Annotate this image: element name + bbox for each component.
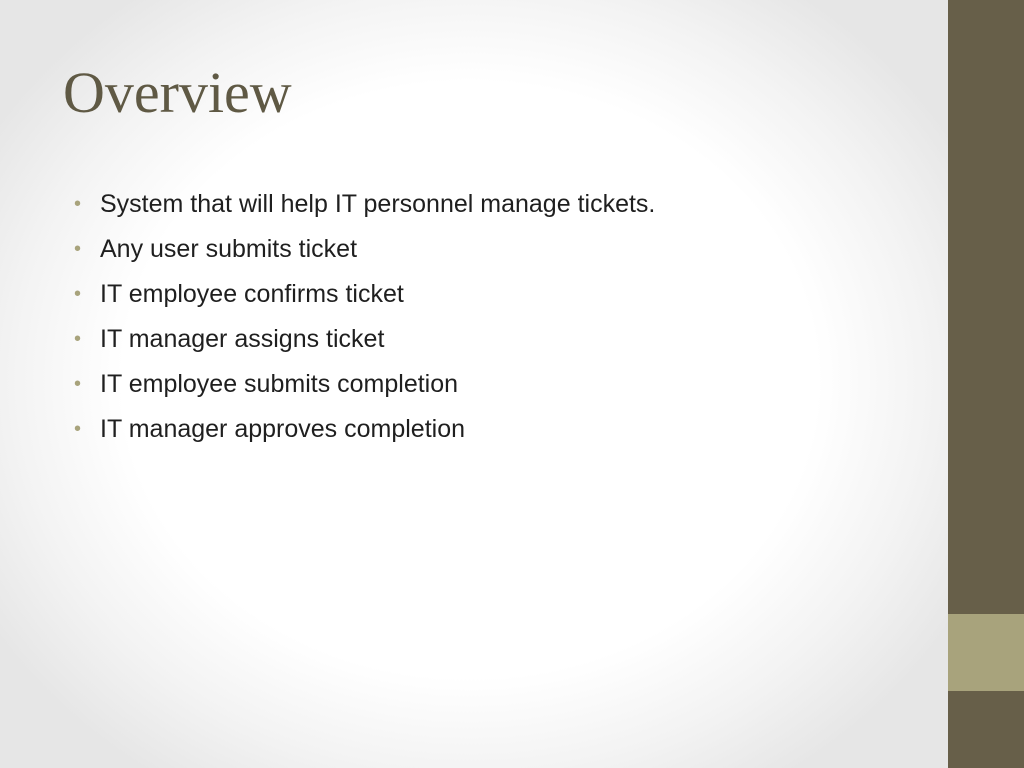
bullet-text: IT manager approves completion <box>100 415 466 443</box>
bullet-dot-icon: • <box>74 418 82 440</box>
bullet-list <box>74 182 934 452</box>
decorative-side-bar-accent <box>948 614 1024 691</box>
bullet-dot-icon: • <box>74 373 82 395</box>
bullet-dot-icon: • <box>74 238 82 260</box>
bullet-item <box>74 407 934 452</box>
bullet-item <box>74 227 934 272</box>
bullet-text: IT employee submits completion <box>100 370 459 398</box>
bullet-text: IT employee confirms ticket <box>100 280 404 308</box>
bullet-text: System that will help IT personnel manage tickets. <box>100 190 656 218</box>
bullet-text: IT manager assigns ticket <box>100 325 385 353</box>
bullet-dot-icon: • <box>74 193 82 215</box>
bullet-item <box>74 317 934 362</box>
bullet-item <box>74 182 934 227</box>
bullet-item <box>74 272 934 317</box>
slide-title: Overview <box>63 60 292 125</box>
bullet-text: Any user submits ticket <box>100 235 358 263</box>
bullet-item <box>74 362 934 407</box>
bullet-dot-icon: • <box>74 328 82 350</box>
bullet-dot-icon: • <box>74 283 82 305</box>
